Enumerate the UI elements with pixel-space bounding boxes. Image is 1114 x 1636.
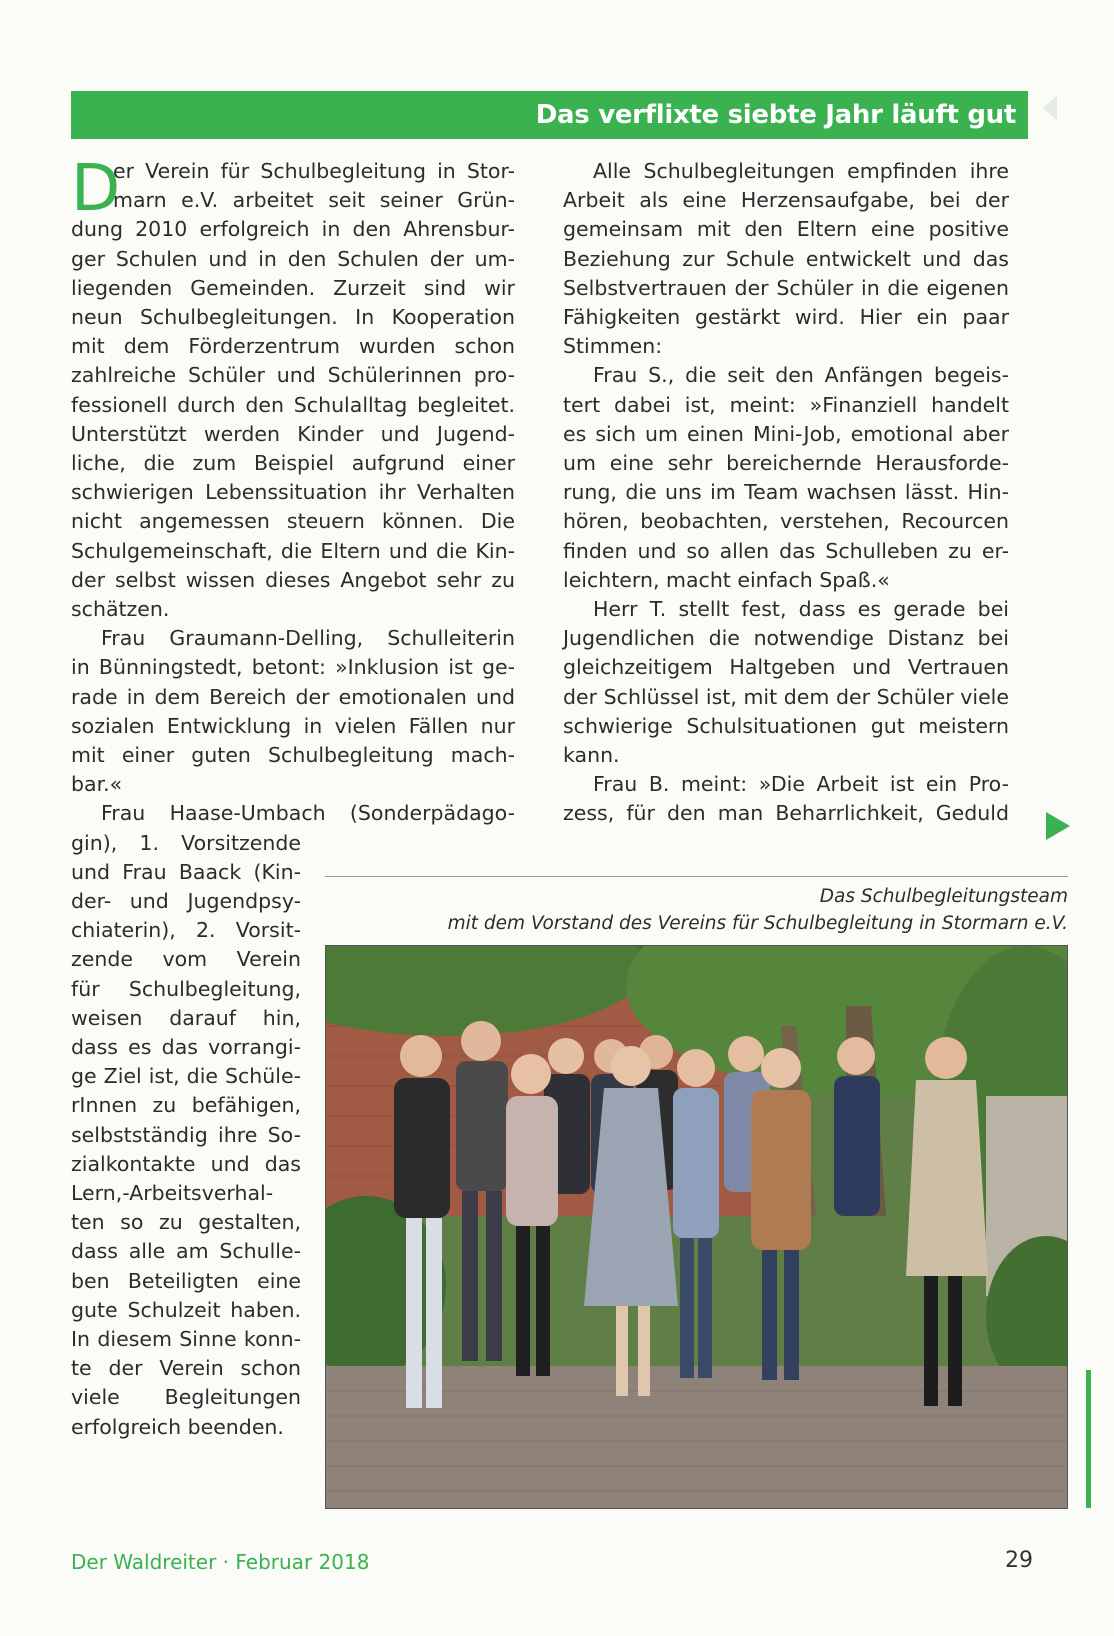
text-line: Fähigkeiten gestärkt wird. Hier ein paar (563, 305, 1009, 329)
text-line: selbstständig ihre So- (71, 1122, 301, 1147)
text-line: schätzen. (71, 597, 170, 621)
text-line: für Schulbegleitung, (71, 976, 301, 1001)
continue-arrow-icon (1046, 812, 1070, 840)
text-line: viele Begleitungen (71, 1385, 301, 1410)
text-line: nicht angemessen steuern können. Die (71, 509, 515, 534)
text-line: Beziehung zur Schule entwickelt und das (563, 246, 1009, 271)
text-line: weisen darauf hin, (71, 1005, 301, 1030)
header-tab-marker (1043, 96, 1057, 120)
text-line: Stimmen: (563, 334, 663, 359)
text-line: Herr T. stellt fest, dass es gerade bei (593, 597, 1009, 621)
caption-divider (325, 876, 1068, 877)
text-line: der Schlüssel ist, mit dem der Schüler viele (563, 684, 1009, 709)
publication-footer: Der Waldreiter · Februar 2018 (71, 1550, 370, 1574)
text-line: zahlreiche Schüler und Schülerinnen pro- (71, 363, 515, 388)
text-line: Frau B. meint: »Die Arbeit ist ein Pro- (593, 772, 1009, 797)
text-line: marn e.V. arbeitet seit seiner Grün- (113, 188, 515, 213)
text-line: bar.« (71, 772, 123, 797)
text-line: in Bünningstedt, betont: »Inklusion ist ge- (71, 655, 515, 680)
text-line: dung 2010 erfolgreich in den Ahrensbur- (71, 217, 515, 242)
text-line: kann. (563, 743, 620, 767)
photo-caption-line-2: mit dem Vorstand des Vereins für Schulbegleitung in Stormarn e.V. (447, 913, 1068, 934)
text-line: gleichzeitigem Haltgeben und Vertrauen (563, 655, 1009, 680)
text-line: sozialen Entwicklung in vielen Fällen nur (71, 713, 515, 738)
text-line: leichtern, macht einfach Spaß.« (563, 567, 890, 592)
text-line: er Verein für Schulbegleitung in Stor- (113, 159, 515, 183)
drop-cap: D (71, 152, 121, 226)
text-line: schwierigen Lebenssituation ihr Verhalten (71, 480, 515, 505)
text-line: mit einer guten Schulbegleitung mach- (71, 743, 515, 767)
text-line: Alle Schulbegleitungen empfinden ihre (593, 159, 1009, 183)
header-bar (71, 91, 1028, 139)
photo-caption-line-1: Das Schulbegleitungsteam (819, 886, 1068, 907)
text-line: gin), 1. Vorsitzende (71, 830, 301, 855)
text-line: Schulgemeinschaft, die Eltern und die Kin- (71, 538, 515, 563)
text-line: ten so zu gestalten, (71, 1210, 301, 1235)
text-line: In diesem Sinne konn- (71, 1327, 301, 1351)
text-line: chiaterin), 2. Vorsit- (71, 918, 301, 943)
text-line: dass alle am Schulle- (71, 1239, 301, 1264)
text-line: Unterstützt werden Kinder und Jugend- (71, 421, 515, 446)
text-line: und Frau Baack (Kin- (71, 859, 301, 884)
text-line: zende vom Verein (71, 947, 301, 972)
team-group-photo (325, 945, 1068, 1509)
text-line: Selbstvertrauen der Schüler in die eigenen (563, 275, 1009, 300)
text-line: Frau Haase-Umbach (Sonderpädago- (101, 801, 515, 826)
text-line: ge Ziel ist, die Schüle- (71, 1064, 301, 1089)
text-line: te der Verein schon (71, 1356, 301, 1381)
text-line: tert dabei ist, meint: »Finanziell handelt (563, 392, 1009, 417)
text-line: erfolgreich beenden. (71, 1414, 284, 1439)
text-line: Jugendlichen die notwendige Distanz bei (563, 626, 1009, 651)
text-line: Lern,-Arbeitsverhal- (71, 1181, 274, 1205)
text-line: schwierige Schulsituationen gut meistern (563, 713, 1009, 738)
page-number: 29 (1005, 1548, 1033, 1573)
text-line: es sich um einen Mini-Job, emotional aber (563, 421, 1009, 446)
text-line: rade in dem Bereich der emotionalen und (71, 684, 515, 709)
text-line: ben Beteiligten eine (71, 1268, 301, 1293)
text-line: zialkontakte und das (71, 1151, 301, 1176)
text-line: Frau S., die seit den Anfängen begeis- (593, 363, 1009, 388)
text-line: um eine sehr bereichernde Herausforde- (563, 451, 1009, 475)
text-line: liegenden Gemeinden. Zurzeit sind wir (71, 275, 515, 300)
text-line: rung, die uns im Team wachsen lässt. Hin- (563, 480, 1009, 505)
text-line: der- und Jugendpsy- (71, 889, 301, 913)
page-edge-accent (1086, 1370, 1091, 1508)
text-line: Frau Graumann-Delling, Schulleiterin (101, 626, 515, 651)
article-title: Das verflixte siebte Jahr läuft gut (535, 100, 1016, 130)
text-line: gute Schulzeit haben. (71, 1297, 301, 1322)
text-line: ger Schulen und in den Schulen der um- (71, 246, 515, 271)
text-line: der selbst wissen dieses Angebot sehr zu (71, 567, 515, 592)
text-line: zess, für den man Beharrlichkeit, Geduld (563, 801, 1009, 826)
text-line: dass es das vorrangi- (71, 1035, 301, 1059)
text-line: hören, beobachten, verstehen, Recourcen (563, 509, 1009, 534)
text-line: rInnen zu befähigen, (71, 1093, 301, 1118)
text-line: mit dem Förderzentrum wurden schon (71, 334, 515, 359)
text-line: finden und so allen das Schulleben zu er- (563, 538, 1009, 563)
text-line: neun Schulbegleitungen. In Kooperation (71, 305, 515, 329)
text-line: gemeinsam mit den Eltern eine positive (563, 217, 1009, 242)
text-line: Arbeit als eine Herzensaufgabe, bei der (563, 188, 1009, 213)
text-line: liche, die zum Beispiel aufgrund einer (71, 451, 515, 475)
text-line: fessionell durch den Schulalltag begleitet. (71, 392, 515, 417)
